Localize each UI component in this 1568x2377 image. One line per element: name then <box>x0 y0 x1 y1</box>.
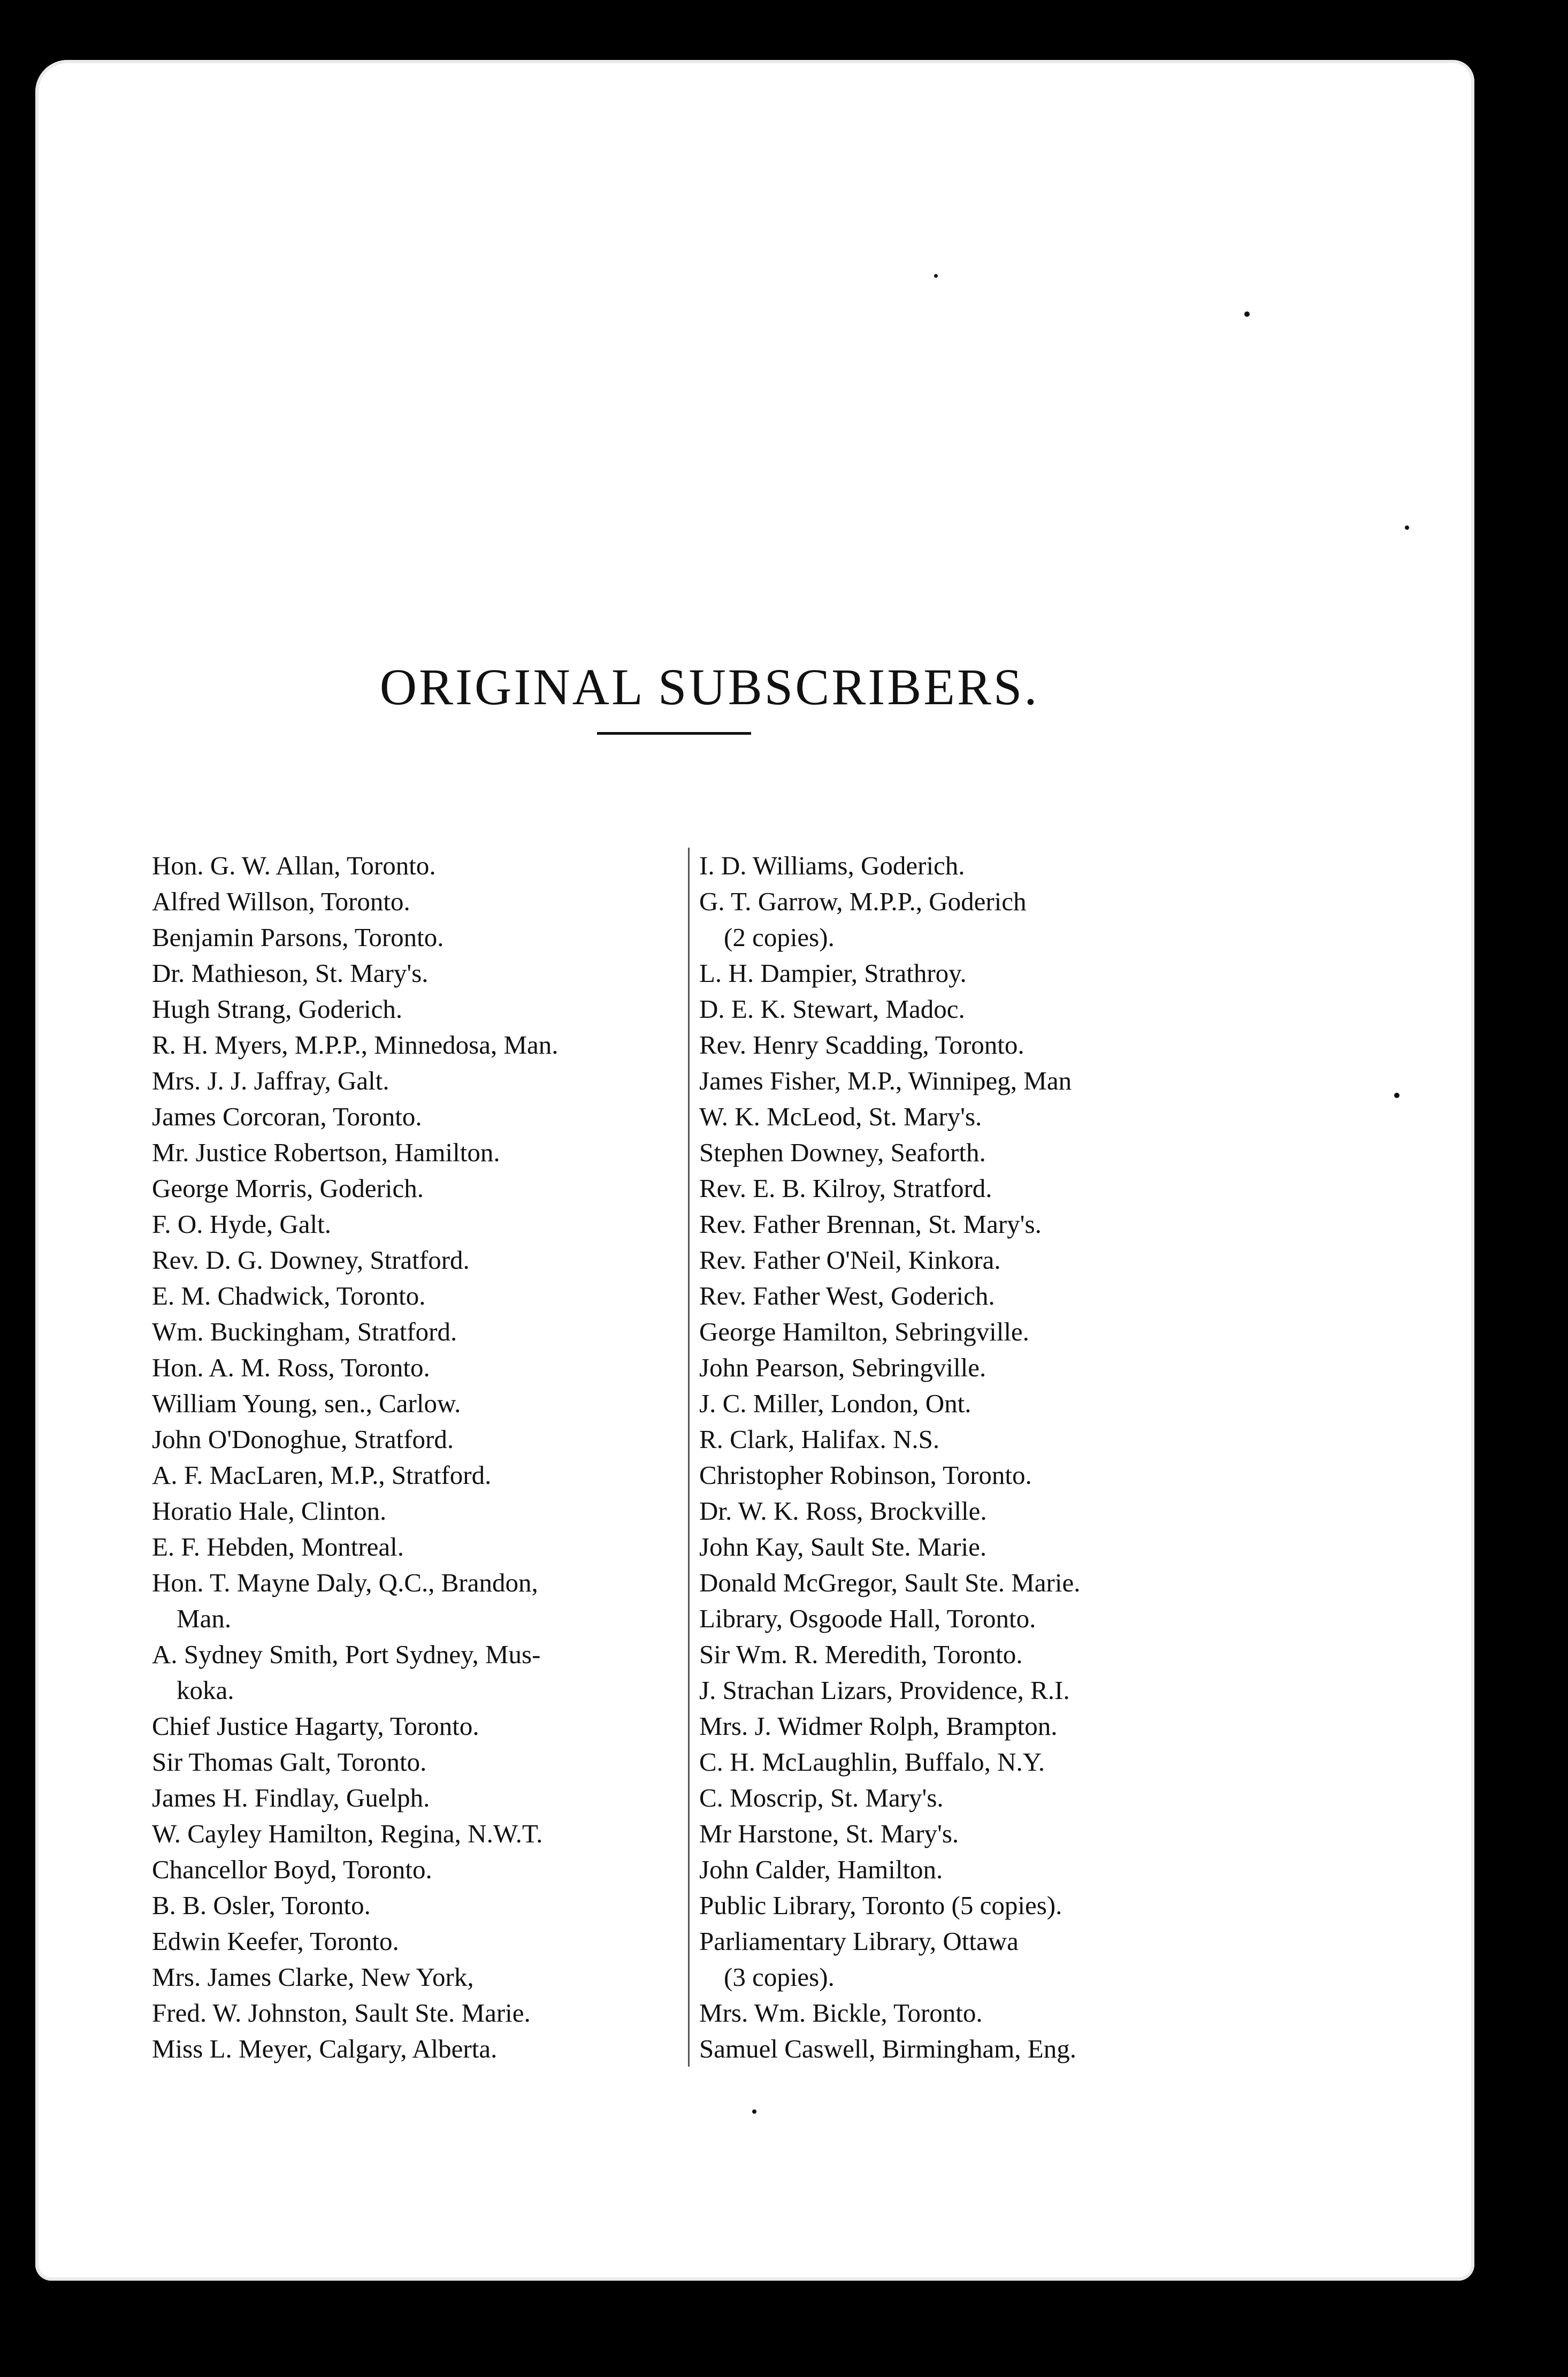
subscriber-entry: (3 copies). <box>724 1962 835 1992</box>
subscriber-entry: Mrs. J. Widmer Rolph, Brampton. <box>699 1711 1058 1741</box>
subscriber-entry: Mrs. Wm. Bickle, Toronto. <box>699 1998 983 2028</box>
subscriber-entry: Edwin Keefer, Toronto. <box>152 1926 399 1956</box>
subscriber-entry: Dr. W. K. Ross, Brockville. <box>699 1496 987 1526</box>
subscriber-entry: Rev. Father West, Goderich. <box>699 1281 995 1311</box>
subscriber-entry: Hugh Strang, Goderich. <box>152 994 403 1024</box>
subscriber-entry: George Hamilton, Sebringville. <box>699 1317 1029 1346</box>
subscriber-entry: James Fisher, M.P., Winnipeg, Man <box>699 1066 1072 1095</box>
subscriber-entry: Christopher Robinson, Toronto. <box>699 1460 1032 1490</box>
scan-speck <box>752 2109 756 2114</box>
scan-speck <box>1244 311 1250 317</box>
subscriber-entry: Donald McGregor, Sault Ste. Marie. <box>699 1568 1081 1597</box>
subscriber-entry: Mrs. J. J. Jaffray, Galt. <box>152 1066 389 1095</box>
subscriber-entry: Mrs. James Clarke, New York, <box>152 1962 474 1992</box>
subscriber-entry: Wm. Buckingham, Stratford. <box>152 1317 457 1346</box>
subscriber-entry: A. F. MacLaren, M.P., Stratford. <box>152 1460 492 1490</box>
subscriber-entry: George Morris, Goderich. <box>152 1174 424 1203</box>
document-page <box>35 60 1474 2281</box>
subscriber-entry: J. Strachan Lizars, Providence, R.I. <box>699 1675 1070 1705</box>
subscriber-entry: Samuel Caswell, Birmingham, Eng. <box>699 2034 1076 2063</box>
subscriber-entry: C. Moscrip, St. Mary's. <box>699 1783 944 1812</box>
subscriber-entry: koka. <box>177 1675 234 1705</box>
subscriber-entry: William Young, sen., Carlow. <box>152 1389 461 1418</box>
subscriber-entry: W. K. McLeod, St. Mary's. <box>699 1102 982 1131</box>
subscriber-entry: J. C. Miller, London, Ont. <box>699 1389 972 1418</box>
subscriber-entry: James H. Findlay, Guelph. <box>152 1783 430 1812</box>
subscriber-entry: Hon. T. Mayne Daly, Q.C., Brandon, <box>152 1568 538 1597</box>
subscriber-entry: F. O. Hyde, Galt. <box>152 1209 331 1239</box>
subscriber-entry: Benjamin Parsons, Toronto. <box>152 923 444 952</box>
subscriber-entry: D. E. K. Stewart, Madoc. <box>699 994 965 1024</box>
subscriber-entry: Rev. D. G. Downey, Stratford. <box>152 1245 470 1275</box>
subscriber-entry: Fred. W. Johnston, Sault Ste. Marie. <box>152 1998 531 2028</box>
subscriber-entry: Miss L. Meyer, Calgary, Alberta. <box>152 2034 498 2063</box>
subscriber-entry: I. D. Williams, Goderich. <box>699 851 965 880</box>
subscriber-entry: Hon. A. M. Ross, Toronto. <box>152 1353 430 1382</box>
subscriber-entry: Chief Justice Hagarty, Toronto. <box>152 1711 479 1741</box>
subscriber-entry: Alfred Willson, Toronto. <box>152 887 410 916</box>
subscriber-entry: Hon. G. W. Allan, Toronto. <box>152 851 436 880</box>
subscriber-entry: Rev. Father O'Neil, Kinkora. <box>699 1245 1001 1275</box>
subscriber-entry: John Pearson, Sebringville. <box>699 1353 986 1382</box>
subscriber-entry: Horatio Hale, Clinton. <box>152 1496 387 1526</box>
subscriber-entry: John O'Donoghue, Stratford. <box>152 1424 454 1454</box>
subscriber-entry: (2 copies). <box>724 923 835 952</box>
page-title: ORIGINAL SUBSCRIBERS. <box>379 658 1039 715</box>
subscriber-entry: E. M. Chadwick, Toronto. <box>152 1281 426 1311</box>
subscriber-entry: Dr. Mathieson, St. Mary's. <box>152 958 429 988</box>
subscriber-entry: John Kay, Sault Ste. Marie. <box>699 1532 987 1561</box>
subscriber-entry: Stephen Downey, Seaforth. <box>699 1138 986 1167</box>
subscriber-entry: R. H. Myers, M.P.P., Minnedosa, Man. <box>152 1030 559 1060</box>
subscriber-entry: Sir Wm. R. Meredith, Toronto. <box>699 1640 1023 1669</box>
subscribers-right-column <box>688 848 1256 2067</box>
subscriber-entry: Library, Osgoode Hall, Toronto. <box>699 1604 1036 1633</box>
subscriber-entry: John Calder, Hamilton. <box>699 1855 943 1884</box>
scan-speck <box>934 274 938 278</box>
title-rule <box>597 732 751 735</box>
scan-speck <box>1405 525 1409 530</box>
subscriber-entry: Sir Thomas Galt, Toronto. <box>152 1747 427 1777</box>
subscriber-entry: Mr Harstone, St. Mary's. <box>699 1819 959 1848</box>
subscribers-left-column <box>152 848 692 2067</box>
subscriber-entry: Rev. E. B. Kilroy, Stratford. <box>699 1174 992 1203</box>
subscriber-entry: G. T. Garrow, M.P.P., Goderich <box>699 887 1027 916</box>
subscriber-entry: Public Library, Toronto (5 copies). <box>699 1891 1062 1920</box>
subscriber-entry: W. Cayley Hamilton, Regina, N.W.T. <box>152 1819 543 1848</box>
subscriber-entry: E. F. Hebden, Montreal. <box>152 1532 404 1561</box>
subscriber-entry: A. Sydney Smith, Port Sydney, Mus- <box>152 1640 541 1669</box>
subscriber-entry: Rev. Henry Scadding, Toronto. <box>699 1030 1024 1060</box>
subscriber-entry: L. H. Dampier, Strathroy. <box>699 958 967 988</box>
subscriber-entry: Parliamentary Library, Ottawa <box>699 1926 1019 1956</box>
subscriber-entry: Rev. Father Brennan, St. Mary's. <box>699 1209 1042 1239</box>
subscriber-entry: C. H. McLaughlin, Buffalo, N.Y. <box>699 1747 1045 1777</box>
subscriber-entry: Mr. Justice Robertson, Hamilton. <box>152 1138 500 1167</box>
subscriber-entry: B. B. Osler, Toronto. <box>152 1891 371 1920</box>
subscriber-entry: Man. <box>177 1604 232 1633</box>
subscriber-entry: James Corcoran, Toronto. <box>152 1102 422 1131</box>
scan-speck <box>1394 1093 1399 1098</box>
subscriber-entry: Chancellor Boyd, Toronto. <box>152 1855 432 1884</box>
subscriber-entry: R. Clark, Halifax. N.S. <box>699 1424 940 1454</box>
